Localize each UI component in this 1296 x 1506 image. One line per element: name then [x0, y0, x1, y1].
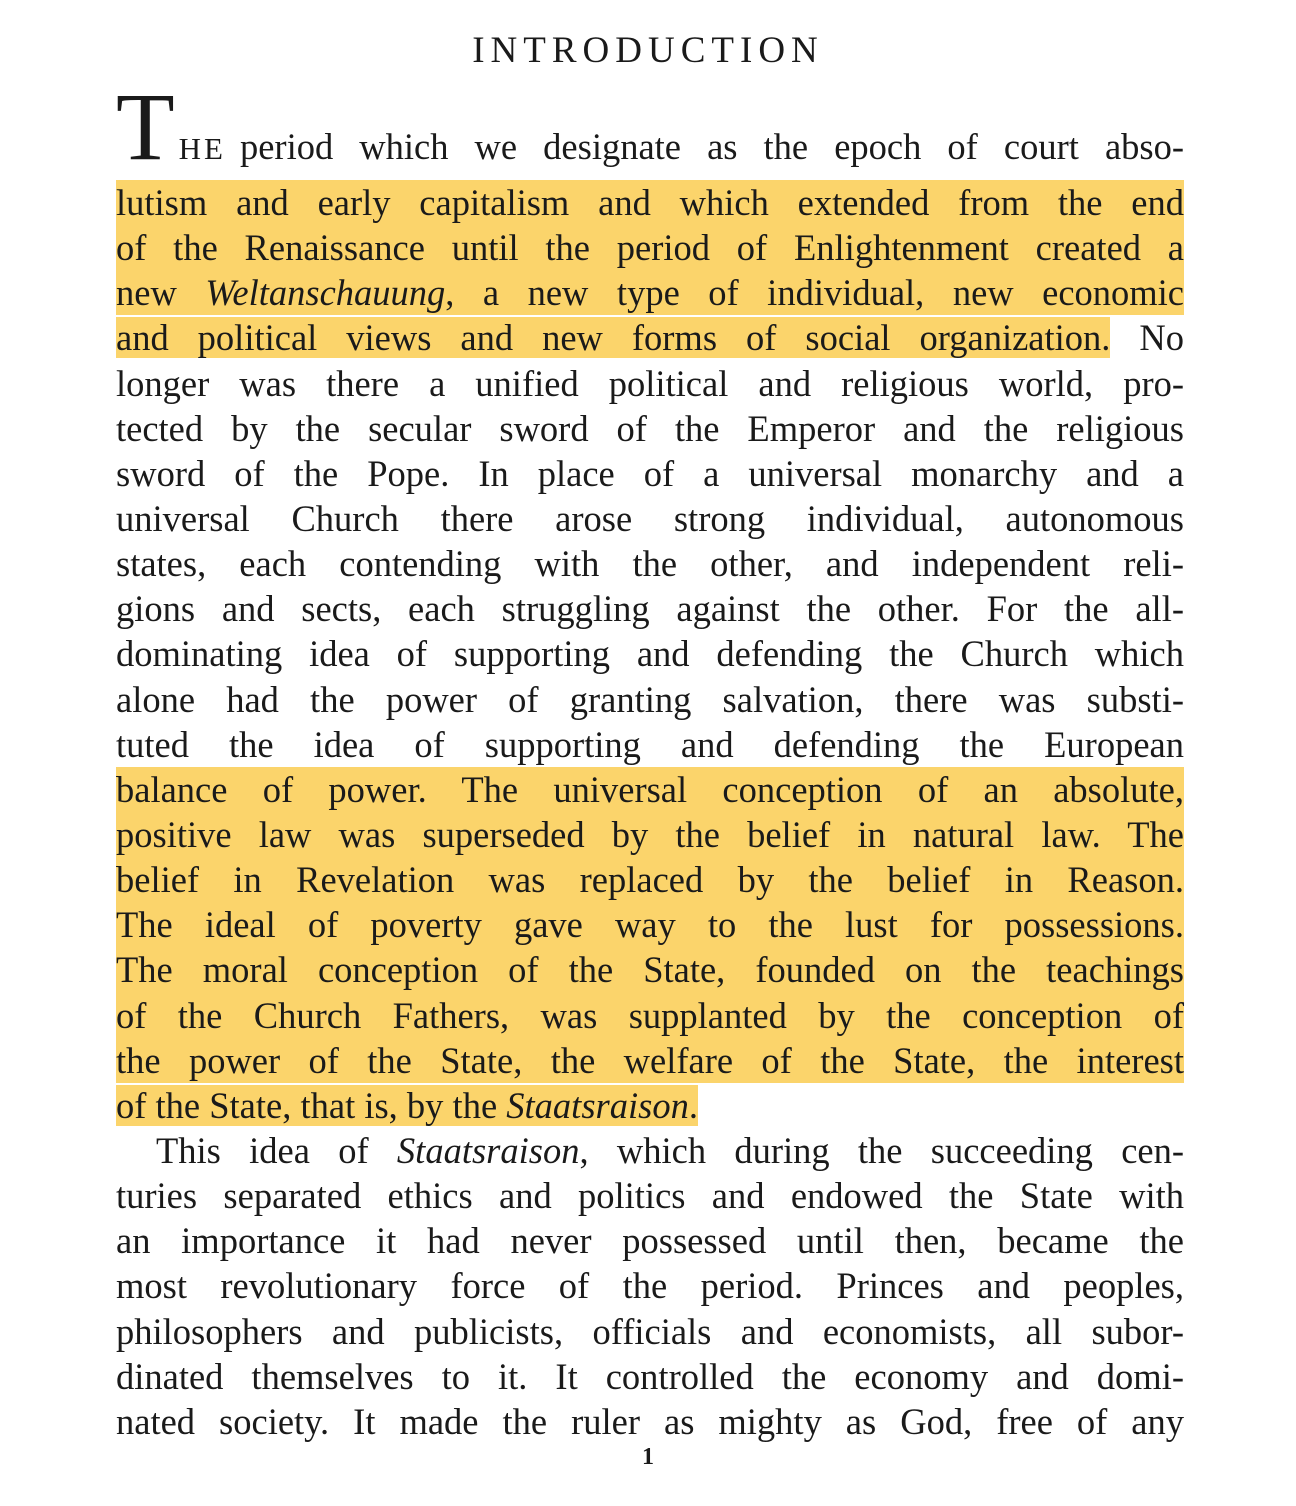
- line-text: of the Renaissance until the period of Enlightenment created a: [116, 227, 1184, 269]
- text-line-highlighted: [116, 812, 1184, 857]
- text-line: [116, 677, 1184, 722]
- text-line-highlighted: [116, 947, 1184, 992]
- text-line: [116, 451, 1184, 496]
- italic-term: Staatsraison: [396, 1129, 580, 1171]
- text-line-highlighted: [116, 270, 1184, 315]
- line-text: No: [1139, 317, 1185, 359]
- line-text: sword of the Pope. In place of a universal monarchy and a: [116, 452, 1184, 494]
- line-text: turies separated ethics and politics and endowed the State with: [116, 1175, 1184, 1217]
- italic-term: Staatsraison: [506, 1084, 689, 1126]
- line-text: nated society. It made the ruler as mighty as God, free of any: [116, 1400, 1184, 1442]
- text-line: [116, 406, 1184, 451]
- line-text: , a new type of individual, new economic: [445, 272, 1185, 314]
- line-text: period which we designate as the epoch of court abso-: [239, 126, 1184, 167]
- italic-term: Weltanschauung: [205, 272, 446, 314]
- line-text: universal Church there arose strong individual, autonomous: [116, 497, 1184, 539]
- highlighted-span: and political views and new forms of social organization.: [116, 317, 1111, 359]
- line-text: belief in Revelation was replaced by the belief in Reason.: [116, 859, 1184, 901]
- line-text: The ideal of poverty gave way to the lust for possessions.: [116, 904, 1184, 946]
- line-text: dominating idea of supporting and defending the Church which: [116, 633, 1184, 675]
- text-line-highlighted: [116, 225, 1184, 270]
- line-text: longer was there a unified political and religious world, pro-: [116, 362, 1184, 404]
- page-number: 1: [642, 1444, 654, 1470]
- highlighted-span: [116, 1085, 698, 1126]
- body-text: [116, 73, 1185, 1444]
- text-line-highlighted: [116, 767, 1184, 812]
- chapter-title: INTRODUCTION: [472, 30, 824, 71]
- text-line: [116, 1218, 1184, 1263]
- line-text: the power of the State, the welfare of the State, the interest: [116, 1039, 1184, 1081]
- line-text: an importance it had never possessed until then, became the: [116, 1220, 1184, 1262]
- line-text: .: [688, 1084, 698, 1126]
- line-text: most revolutionary force of the period. Princes and peoples,: [116, 1265, 1184, 1307]
- text-line: [116, 1399, 1184, 1444]
- line-text: states, each contending with the other, and independent reli-: [116, 543, 1184, 585]
- line-text: This idea of: [156, 1129, 369, 1171]
- text-line-highlighted: [116, 902, 1184, 947]
- line-text: of the Church Fathers, was supplanted by the conception of: [116, 994, 1184, 1036]
- text-line: [116, 496, 1184, 541]
- line-text: alone had the power of granting salvation, there was substi-: [116, 678, 1184, 720]
- line-text: new: [116, 272, 177, 314]
- text-line: [116, 1083, 1184, 1128]
- small-caps-opening: HE: [178, 131, 226, 166]
- text-line: [116, 1263, 1184, 1308]
- text-line: [116, 1354, 1184, 1399]
- line-text: gions and sects, each struggling against the other. For the all-: [116, 588, 1184, 630]
- line-text: philosophers and publicists, officials and economists, all subor-: [116, 1310, 1184, 1352]
- line-text: tected by the secular sword of the Emperor and the religious: [116, 407, 1184, 449]
- line-text: lutism and early capitalism and which extended from the end: [116, 182, 1184, 223]
- line-text: positive law was superseded by the belief in natural law. The: [116, 813, 1184, 855]
- text-line: [116, 73, 1184, 180]
- drop-cap: T: [116, 73, 175, 180]
- text-line-highlighted: [116, 1038, 1184, 1083]
- text-line: [116, 315, 1184, 360]
- line-text: dinated themselves to it. It controlled the economy and domi-: [116, 1355, 1184, 1397]
- line-text: of the State, that is, by the: [116, 1084, 498, 1126]
- text-line: [116, 631, 1184, 676]
- text-line: [116, 1128, 1184, 1173]
- line-text: balance of power. The universal conception of an absolute,: [116, 768, 1184, 810]
- text-line: [116, 586, 1184, 631]
- line-text: tuted the idea of supporting and defending the European: [116, 723, 1184, 765]
- text-line-highlighted: [116, 180, 1184, 225]
- text-line-highlighted: [116, 857, 1184, 902]
- text-line-highlighted: [116, 993, 1184, 1038]
- text-line: [116, 541, 1184, 586]
- line-text: The moral conception of the State, founded on the teachings: [116, 949, 1184, 991]
- text-line: [116, 722, 1184, 767]
- text-line: [116, 361, 1184, 406]
- text-line: [116, 1309, 1184, 1354]
- text-line: [116, 1173, 1184, 1218]
- line-text: , which during the succeeding cen-: [579, 1129, 1185, 1171]
